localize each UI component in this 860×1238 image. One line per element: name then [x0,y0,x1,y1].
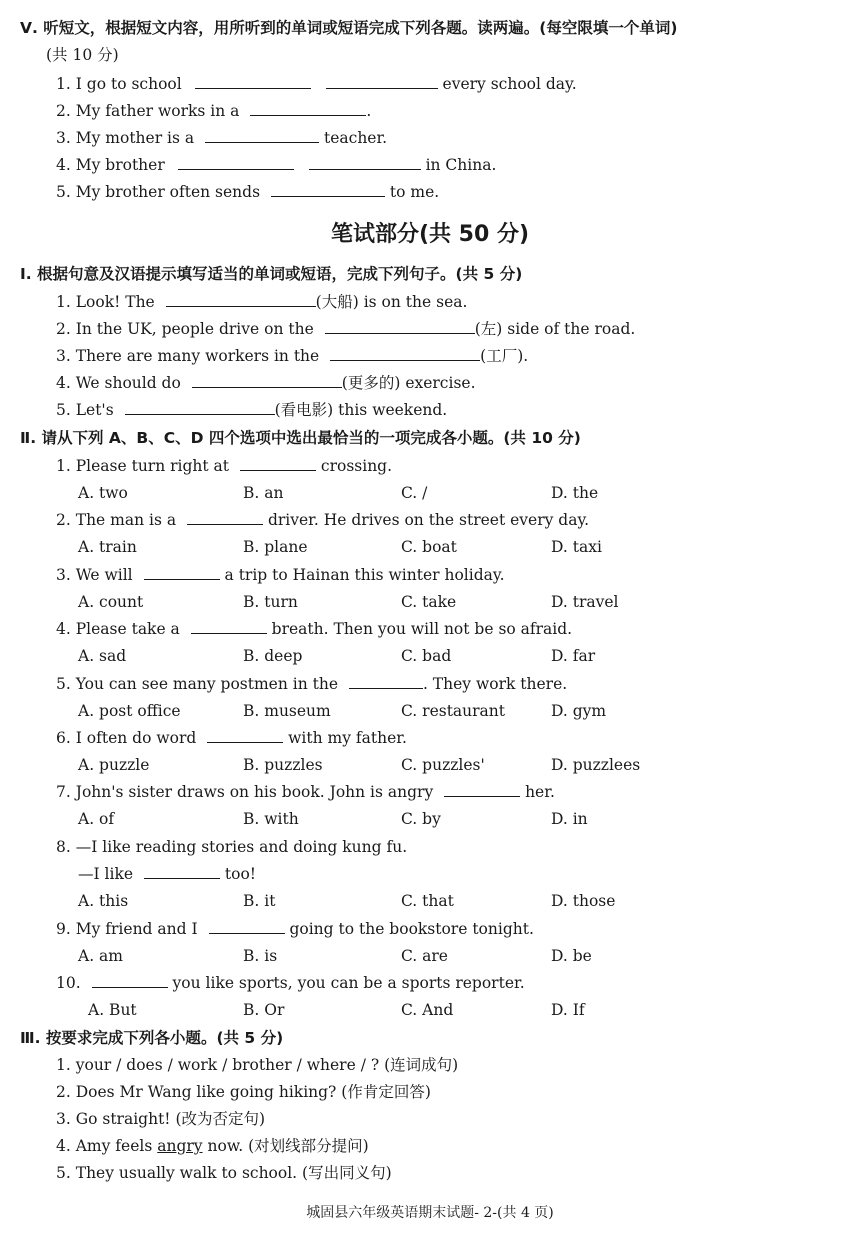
mc-question-5 [56,674,567,694]
item-number: 1. [56,293,71,311]
listening-item-4 [56,155,496,175]
item-number: 1. [56,75,71,93]
item-number: 4. [56,1137,71,1155]
written-part-title: 笔试部分(共 50 分) [330,222,530,247]
option-b[interactable]: B. turn [243,593,298,611]
option-d[interactable]: D. the [551,484,599,502]
option-a[interactable]: A. But [88,1001,137,1019]
option-a[interactable]: A. puzzle [78,756,150,774]
mc-question-7 [56,782,555,802]
part3-item-4 [56,1136,369,1156]
option-b[interactable]: B. an [243,484,284,502]
answer-blank[interactable] [192,373,342,388]
option-b[interactable]: B. deep [243,647,303,665]
item-number: 1. [56,457,71,475]
option-b[interactable]: B. Or [243,1001,285,1019]
option-b[interactable]: B. museum [243,702,331,720]
item-text: We will [75,566,133,584]
answer-blank[interactable] [166,292,316,307]
item-number: 3. [56,347,71,365]
item-number: 5. [56,675,71,693]
item-number: 2. [56,511,71,529]
item-text: My brother [75,156,165,174]
chinese-hint: (大船) [315,293,359,311]
section-points: (共 10 分) [46,46,119,64]
part1-item-4 [56,373,476,393]
option-a[interactable]: A. post office [78,702,181,720]
chinese-hint: (看电影) [274,401,334,419]
option-d[interactable]: D. travel [551,593,619,611]
part1-item-2 [56,319,635,339]
item-text: every school day. [442,75,577,93]
item-number: 6. [56,729,71,747]
option-d[interactable]: D. puzzlees [551,756,641,774]
option-d[interactable]: D. be [551,947,592,965]
item-text: —I like [78,865,134,883]
item-number: 4. [56,374,71,392]
answer-blank[interactable] [191,619,267,634]
answer-blank[interactable] [125,400,275,415]
mc-question-4 [56,619,572,639]
option-d[interactable]: D. taxi [551,538,602,556]
option-a[interactable]: A. of [78,810,115,828]
item-text: this weekend. [338,401,448,419]
answer-blank[interactable] [209,919,285,934]
item-text: crossing. [320,457,393,475]
part1-item-3 [56,346,528,366]
section-header-listening: Ⅴ. 听短文，根据短文内容，用所听到的单词或短语完成下列各题。读两遍。(每空限填一个单词) [20,19,678,37]
item-text: Amy feels [75,1137,153,1155]
mc-question-6 [56,728,407,748]
option-a[interactable]: A. am [78,947,123,965]
option-d[interactable]: D. in [551,810,588,828]
item-text: is on the sea. [363,293,468,311]
answer-blank[interactable] [271,182,385,197]
item-text: You can see many postmen in the [75,675,338,693]
item-text: Please take a [75,620,180,638]
answer-blank[interactable] [250,101,366,116]
item-number: 9. [56,920,71,938]
underlined-word: angry [157,1137,203,1155]
item-text: exercise. [405,374,476,392]
answer-blank[interactable] [144,864,220,879]
option-b[interactable]: B. with [243,810,299,828]
item-number: 8. [56,838,71,856]
item-text: now. (对划线部分提问) [207,1137,369,1155]
item-text: teacher. [324,129,388,147]
answer-blank[interactable] [207,728,283,743]
part3-item-3 [56,1109,265,1129]
option-c[interactable]: C. that [401,892,454,910]
option-c[interactable]: C. / [401,484,428,502]
option-c[interactable]: C. boat [401,538,457,556]
item-text: . They work there. [422,675,568,693]
item-text: In the UK, people drive on the [75,320,314,338]
item-number: 5. [56,401,71,419]
option-c[interactable]: C. And [401,1001,454,1019]
item-text: My father works in a [75,102,240,120]
page-footer: 城固县六年级英语期末试题- 2-(共 4 页) [306,1205,554,1221]
item-text: her. [525,783,555,801]
item-number: 4. [56,156,71,174]
item-text: Go straight! (改为否定句) [75,1110,266,1128]
item-number: 2. [56,320,71,338]
option-a[interactable]: A. sad [78,647,127,665]
part3-item-2 [56,1082,431,1102]
chinese-hint: (工厂). [480,347,529,365]
part3-item-1 [56,1055,458,1075]
chinese-hint: (左) [474,320,503,338]
answer-blank[interactable] [325,319,475,334]
item-number: 3. [56,129,71,147]
item-number: 5. [56,1164,71,1182]
option-a[interactable]: A. this [78,892,129,910]
option-b[interactable]: B. it [243,892,276,910]
item-text: Look! The [75,293,155,311]
item-number: 5. [56,183,71,201]
option-c[interactable]: C. bad [401,647,452,665]
option-d[interactable]: D. gym [551,702,607,720]
answer-blank[interactable] [144,565,220,580]
section-header-part2: Ⅱ. 请从下列 A、B、C、D 四个选项中选出最恰当的一项完成各小题。(共 10 分) [20,429,581,447]
item-number: 2. [56,102,71,120]
item-text: your / does / work / brother / where / ? (连词成句) [75,1056,459,1074]
option-d[interactable]: D. If [551,1001,585,1019]
answer-blank[interactable] [326,74,438,89]
answer-blank[interactable] [195,74,311,89]
mc-question-8 [56,837,407,857]
item-text: My mother is a [75,129,195,147]
item-text: with my father. [288,729,407,747]
answer-blank[interactable] [330,346,480,361]
option-c[interactable]: C. are [401,947,448,965]
answer-blank[interactable] [178,155,294,170]
item-text: Let's [75,401,114,419]
item-text: I go to school [75,75,182,93]
listening-item-2 [56,101,371,121]
option-c[interactable]: C. restaurant [401,702,506,720]
option-b[interactable]: B. puzzles [243,756,323,774]
item-text: We should do [75,374,181,392]
item-text: side of the road. [507,320,636,338]
part1-item-1 [56,292,467,312]
item-text: Please turn right at [75,457,230,475]
listening-item-3 [56,128,387,148]
item-text: My brother often sends [75,183,261,201]
option-d[interactable]: D. far [551,647,596,665]
answer-blank[interactable] [444,782,520,797]
answer-blank[interactable] [309,155,421,170]
item-number: 1. [56,1056,71,1074]
option-c[interactable]: C. puzzles' [401,756,485,774]
option-c[interactable]: C. take [401,593,457,611]
item-text: going to the bookstore tonight. [289,920,534,938]
section-header-part1: Ⅰ. 根据句意及汉语提示填写适当的单词或短语，完成下列句子。(共 5 分) [20,265,523,283]
option-a[interactable]: A. two [78,484,128,502]
item-text: My friend and I [75,920,198,938]
item-text: They usually walk to school. (写出同义句) [75,1164,392,1182]
answer-blank[interactable] [187,510,263,525]
item-text: Does Mr Wang like going hiking? (作肯定回答) [75,1083,431,1101]
option-a[interactable]: A. train [78,538,137,556]
item-text: There are many workers in the [75,347,320,365]
item-number: 3. [56,1110,71,1128]
listening-item-1 [56,74,577,94]
part3-item-5 [56,1163,392,1183]
item-text: driver. He drives on the street every day. [267,511,590,529]
mc-question-8-line2 [78,864,256,884]
section-header-part3: Ⅲ. 按要求完成下列各小题。(共 5 分) [20,1029,284,1047]
item-text: you like sports, you can be a sports reporter. [172,974,525,992]
item-number: 2. [56,1083,71,1101]
item-text: John's sister draws on his book. John is angry [75,783,434,801]
item-text: to me. [389,183,440,201]
answer-blank[interactable] [92,973,168,988]
option-b[interactable]: B. plane [243,538,308,556]
mc-question-10 [56,973,525,993]
item-text: in China. [425,156,497,174]
mc-question-2 [56,510,589,530]
item-text: breath. Then you will not be so afraid. [271,620,573,638]
answer-blank[interactable] [240,456,316,471]
mc-question-3 [56,565,505,585]
item-number: 10. [56,974,81,992]
option-c[interactable]: C. by [401,810,441,828]
part1-item-5 [56,400,447,420]
answer-blank[interactable] [205,128,319,143]
item-text: The man is a [75,511,177,529]
item-text: a trip to Hainan this winter holiday. [224,566,505,584]
listening-item-5 [56,182,439,202]
item-number: 3. [56,566,71,584]
mc-question-1 [56,456,392,476]
item-text: . [366,102,372,120]
item-number: 7. [56,783,71,801]
mc-question-9 [56,919,534,939]
item-text: —I like reading stories and doing kung fu. [75,838,408,856]
item-text: I often do word [75,729,197,747]
item-text: too! [224,865,257,883]
option-d[interactable]: D. those [551,892,616,910]
item-number: 4. [56,620,71,638]
option-b[interactable]: B. is [243,947,278,965]
option-a[interactable]: A. count [78,593,144,611]
chinese-hint: (更多的) [341,374,401,392]
answer-blank[interactable] [349,674,423,689]
